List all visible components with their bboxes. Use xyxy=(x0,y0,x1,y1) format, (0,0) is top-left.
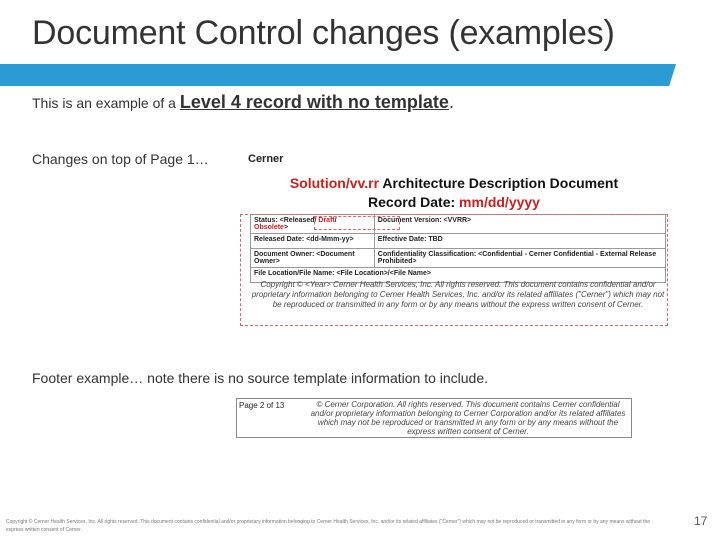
page-number: 17 xyxy=(694,514,708,528)
footer-example-box xyxy=(236,398,632,438)
record-date-value: mm/dd/yyyy xyxy=(459,194,540,210)
doc-title xyxy=(238,175,670,191)
highlight-box xyxy=(240,214,668,326)
confidentiality-cell: Confidentiality Classification: <Confidential - Cerner Confidential - External Release Prohibited> xyxy=(374,249,665,268)
file-location-cell: File Location/File Name: <File Location>/<File Name> xyxy=(251,268,666,283)
cerner-logo: Cerner xyxy=(248,153,284,165)
intro-prefix: This is an example of a xyxy=(32,95,180,111)
footer-example-label: Footer example… note there is no source template information to include. xyxy=(32,370,489,386)
doc-owner-cell: Document Owner: <Document Owner> xyxy=(251,249,375,268)
footer-page-number: Page 2 of 13 xyxy=(239,401,285,410)
released-date-cell: Released Date: <dd-Mmm-yy> xyxy=(251,234,375,249)
doc-title-rest: Architecture Description Document xyxy=(379,175,619,191)
record-date xyxy=(238,194,670,210)
doc-title-solution: Solution/vv.rr xyxy=(289,175,380,191)
slide-footer-copyright: Copyright © Cerner Health Services, Inc. All rights reserved. This document contains confidential and/or proprietary information belonging to Cerner Health Services, Inc. and/or its related affiliates ("Cerner") which may not be reproduced or transmitted in any form or by any means without the express written consent of Cerner. xyxy=(6,519,651,533)
footer-copyright: © Cerner Corporation. All rights reserved. This document contains Cerner confidential and/or proprietary information belonging to Cerner Corporation and/or its related affiliates which may not be reproduced or transmitted in any form or by any means without the express written consent of Cerner. xyxy=(310,400,626,436)
document-header-sample xyxy=(238,150,670,326)
status-cell: Status: <Released/ Draft/ Obsolete> xyxy=(251,215,375,234)
intro-text xyxy=(32,92,454,113)
doc-version-cell: Document Version: <VVRR> xyxy=(374,215,665,234)
record-date-label: Record Date: xyxy=(368,194,460,210)
intro-emphasis: Level 4 record with no template xyxy=(179,92,449,112)
title-band xyxy=(0,64,676,86)
intro-suffix: . xyxy=(448,92,454,112)
highlight-status xyxy=(314,216,400,230)
changes-label: Changes on top of Page 1… xyxy=(32,151,209,167)
doc-copyright: Copyright © <Year> Cerner Health Services, Inc. All rights reserved. This document contains confidential and/or proprietary information belonging to Cerner Health Services, Inc. and/or its related affiliates ("Cerner") which may not be reproduced or transmitted in any form or by any means without the express written consent of Cerner. xyxy=(251,280,665,309)
slide-title: Document Control changes (examples) xyxy=(32,14,615,52)
effective-date-cell: Effective Date: TBD xyxy=(374,234,665,249)
